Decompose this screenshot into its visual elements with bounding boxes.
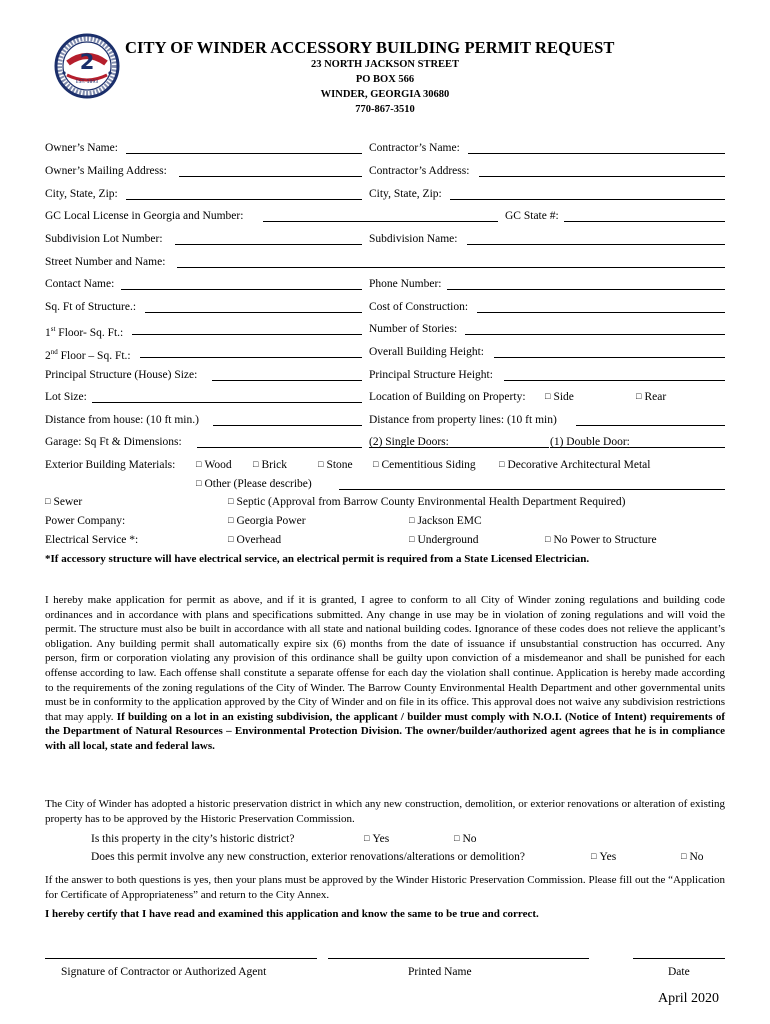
electrical-service-label: Electrical Service *: [45,534,139,546]
brick-checkbox[interactable]: □ Brick [253,458,287,472]
underground-checkbox[interactable]: □ Underground [409,533,479,547]
phone-number-field[interactable] [447,289,725,290]
contractor-city-field[interactable] [450,199,725,200]
signature-field[interactable] [45,958,317,959]
owner-city-label: City, State, Zip: [45,188,118,200]
distance-house-field[interactable] [213,425,362,426]
agreement-paragraph: I hereby make application for permit as above, and if it is granted, I agree to conform to all City of Winder zoning regulations and building code ordinances and in accordance with plans and specifications submitted. Any change in use may be in violation of zoning regulations and will void the permit. The structure must also be built in accordance with all state and national building codes. Ignorance of these codes does not relieve the applicant’s obligation. Any building permit shall automatically expire six (6) months from the date of issuance if unsubstantial construction has occurred. Any person, firm or corporation violating any provision of this ordinance shall be guilty upon conviction of a misdemeanor and shall be punished for each offense according to law. Each offense shall constitute a separate offense for each day the violation shall continue. Application is hereby made according to the requirements of the zoning regulations of the City of Winder. The Barrow County Environmental Health Department and other governmental units must be in conformity to the application approved by the City of Winder and on file in its office. This approval does not waive any subdivision restrictions that may apply. If building on a lot in an existing subdivision, the applicant / builder must comply with N.O.I. (Notice of Intent) requirements of the Department of Natural Resources – Environmental Protection Division. The owner/builder/authorized agent agrees that he is in compliance with all local, state and federal laws. [45,594,725,752]
owner-name-field[interactable] [126,153,362,154]
q2-yes-checkbox[interactable]: □ Yes [591,850,616,864]
rear-checkbox[interactable]: □ Rear [636,390,666,404]
electrical-permit-note: *If accessory structure will have electrical service, an electrical permit is required from a State Licensed Electrician. [45,553,590,565]
garage-label: Garage: Sq Ft & Dimensions: [45,436,182,448]
distance-lines-label: Distance from property lines: (10 ft min) [369,414,557,426]
stone-checkbox[interactable]: □ Stone [318,458,353,472]
revision-date: April 2020 [658,991,720,1006]
owner-mailing-label: Owner’s Mailing Address: [45,165,167,177]
garage-field[interactable] [197,447,362,448]
printed-name-field[interactable] [328,958,589,959]
owner-mailing-field[interactable] [179,176,362,177]
georgia-power-checkbox[interactable]: □ Georgia Power [228,514,306,528]
date-field[interactable] [633,958,725,959]
street-field[interactable] [177,267,725,268]
principal-size-field[interactable] [212,380,362,381]
overhead-checkbox[interactable]: □ Overhead [228,533,281,547]
street-label: Street Number and Name: [45,256,166,268]
double-door-label: (1) Double Door: [550,436,630,448]
second-floor-label: 2nd Floor – Sq. Ft.: [45,348,131,362]
first-floor-label: 1st Floor- Sq. Ft.: [45,325,124,339]
certification-statement: I hereby certify that I have read and examined this application and know the same to be true and correct. [45,908,539,920]
contact-name-field[interactable] [121,289,362,290]
owner-city-field[interactable] [126,199,362,200]
distance-lines-field[interactable] [576,425,725,426]
subdivision-name-field[interactable] [467,244,725,245]
lot-size-label: Lot Size: [45,391,87,403]
contractor-address-label: Contractor’s Address: [369,165,470,177]
gc-license-field[interactable] [263,221,498,222]
gc-license-label: GC Local License in Georgia and Number: [45,210,244,222]
printed-name-label: Printed Name [408,966,472,978]
address-line-1: 23 NORTH JACKSON STREET [310,59,460,70]
decorative-metal-checkbox[interactable]: □ Decorative Architectural Metal [499,458,650,472]
double-door-field[interactable] [550,447,725,448]
first-floor-field[interactable] [132,334,362,335]
phone-line: 770-867-3510 [355,104,415,115]
principal-height-label: Principal Structure Height: [369,369,493,381]
address-line-3: WINDER, GEORGIA 30680 [320,89,450,100]
q1-yes-checkbox[interactable]: □ Yes [364,832,389,846]
no-power-checkbox[interactable]: □ No Power to Structure [545,533,657,547]
historic-paragraph: The City of Winder has adopted a historic preservation district in which any new construction, demolition, or exterior renovations or alteration of existing property has to be approved by the Historic Preservation Commission. [45,798,725,825]
overall-height-field[interactable] [494,357,725,358]
distance-house-label: Distance from house: (10 ft min.) [45,414,199,426]
principal-size-label: Principal Structure (House) Size: [45,369,198,381]
phone-number-label: Phone Number: [369,278,442,290]
other-material-field[interactable] [339,489,725,490]
principal-height-field[interactable] [504,380,725,381]
stories-label: Number of Stories: [369,323,458,335]
jackson-emc-checkbox[interactable]: □ Jackson EMC [409,514,482,528]
second-floor-field[interactable] [140,357,362,358]
contractor-name-label: Contractor’s Name: [369,142,460,154]
cost-label: Cost of Construction: [369,301,469,313]
svg-text:2: 2 [79,50,95,74]
contact-name-label: Contact Name: [45,278,115,290]
svg-text:EST. 1893: EST. 1893 [75,80,99,85]
wood-checkbox[interactable]: □ Wood [196,458,232,472]
cost-field[interactable] [477,312,725,313]
q1-no-checkbox[interactable]: □ No [454,832,477,846]
historic-question-2: Does this permit involve any new construction, exterior renovations/alterations or demolition? [91,851,526,863]
subdivision-lot-label: Subdivision Lot Number: [45,233,163,245]
historic-followup: If the answer to both questions is yes, then your plans must be approved by the Winder Historic Preservation Commission. Please fill out the “Application for Certificate of Appropriateness” and return to the City Annex. [45,874,725,901]
septic-checkbox[interactable]: □ Septic (Approval from Barrow County Environmental Health Department Required) [228,495,625,509]
sqft-label: Sq. Ft of Structure.: [45,301,137,313]
subdivision-lot-field[interactable] [175,244,362,245]
stories-field[interactable] [465,334,725,335]
owner-name-label: Owner’s Name: [45,142,118,154]
side-checkbox[interactable]: □ Side [545,390,574,404]
historic-question-1: Is this property in the city’s historic district? [91,833,295,845]
overall-height-label: Overall Building Height: [369,346,484,358]
gc-state-field[interactable] [564,221,725,222]
sewer-checkbox[interactable]: □ Sewer [45,495,82,509]
contractor-name-field[interactable] [468,153,725,154]
location-label: Location of Building on Property: [369,391,526,403]
cementitious-siding-checkbox[interactable]: □ Cementitious Siding [373,458,476,472]
q2-no-checkbox[interactable]: □ No [681,850,704,864]
date-label: Date [668,966,690,978]
form-title: CITY OF WINDER ACCESSORY BUILDING PERMIT REQUEST [125,38,615,57]
subdivision-name-label: Subdivision Name: [369,233,458,245]
gc-state-label: GC State #: [505,210,559,222]
single-doors-field[interactable] [369,447,549,448]
contractor-city-label: City, State, Zip: [369,188,442,200]
sqft-field[interactable] [145,312,362,313]
address-line-2: PO BOX 566 [355,74,415,85]
contractor-address-field[interactable] [479,176,725,177]
power-company-label: Power Company: [45,515,126,527]
signature-label: Signature of Contractor or Authorized Agent [61,966,267,978]
materials-label: Exterior Building Materials: [45,459,176,471]
single-doors-label: (2) Single Doors: [369,436,449,448]
other-material-checkbox[interactable]: □ Other (Please describe) [196,477,312,491]
lot-size-field[interactable] [92,402,362,403]
